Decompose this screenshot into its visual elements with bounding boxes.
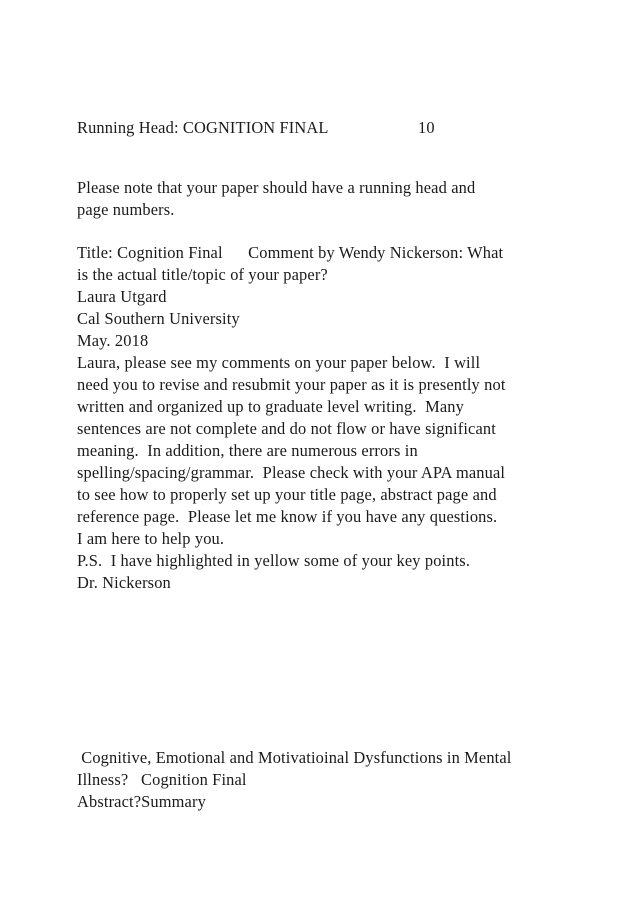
- feedback-line: sentences are not complete and do not flow or have significant: [77, 419, 496, 438]
- comment-line: is the actual title/topic of your paper?: [77, 265, 328, 284]
- title-line: Title: Cognition Final Comment by Wendy Nickerson: What: [77, 243, 504, 262]
- feedback-line: to see how to properly set up your title page, abstract page and: [77, 485, 497, 504]
- feedback-line: need you to revise and resubmit your paper as it is presently not: [77, 375, 506, 394]
- feedback-line: reference page. Please let me know if you have any questions.: [77, 507, 498, 526]
- feedback-line: Laura, please see my comments on your paper below. I will: [77, 353, 481, 372]
- signature-line: Dr. Nickerson: [77, 573, 171, 592]
- feedback-line: spelling/spacing/grammar. Please check with your APA manual: [77, 463, 506, 482]
- paper-title-line: Cognitive, Emotional and Motivatioinal Dysfunctions in Mental: [77, 748, 512, 767]
- note-line: Please note that your paper should have a running head and: [77, 178, 476, 197]
- postscript-line: P.S. I have highlighted in yellow some of your key points.: [77, 551, 471, 570]
- paper-title-line: Illness? Cognition Final: [77, 770, 247, 789]
- feedback-line: meaning. In addition, there are numerous errors in: [77, 441, 418, 460]
- date: May. 2018: [77, 331, 149, 350]
- page-number: 10: [418, 118, 435, 137]
- institution: Cal Southern University: [77, 309, 240, 328]
- running-head: Running Head: COGNITION FINAL: [77, 118, 329, 137]
- note-line: page numbers.: [77, 200, 175, 219]
- feedback-line: I am here to help you.: [77, 529, 225, 548]
- feedback-line: written and organized up to graduate level writing. Many: [77, 397, 464, 416]
- author-name: Laura Utgard: [77, 287, 167, 306]
- abstract-heading: Abstract?Summary: [77, 792, 206, 811]
